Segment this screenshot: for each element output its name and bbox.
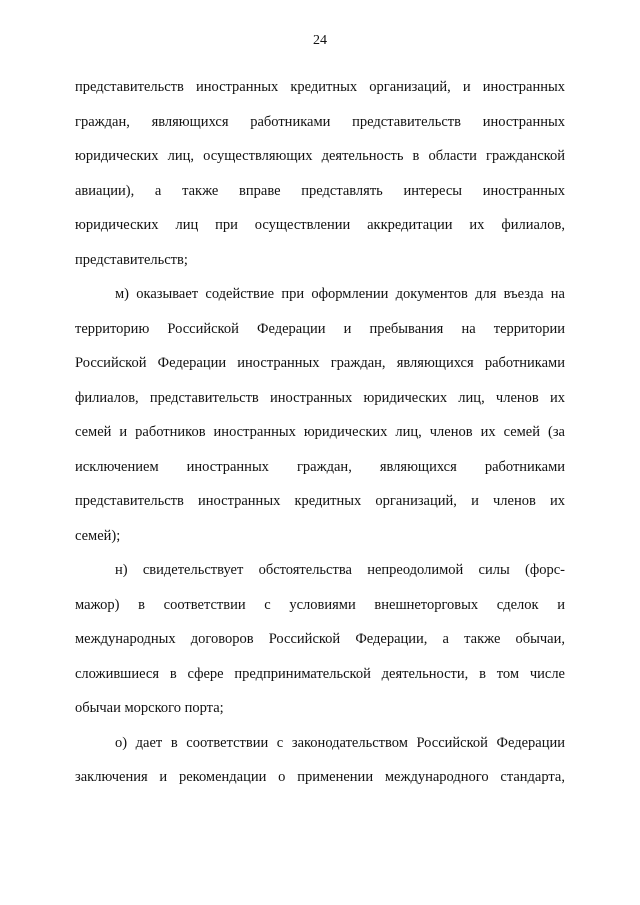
text-line: представительств;: [75, 251, 188, 268]
text-line: авиации), а также вправе представлять интересы иностранных: [75, 182, 565, 199]
text-line: граждан, являющихся работниками представительств иностранных: [75, 113, 565, 130]
text-line: юридических лиц, осуществляющих деятельность в области гражданской: [75, 148, 565, 164]
text-line: сложившиеся в сфере предпринимательской деятельности, в том числе: [75, 665, 565, 682]
paragraph-continuation: [75, 70, 565, 277]
text-line: представительств иностранных кредитных организаций, и членов их: [75, 493, 565, 509]
text-line: семей и работников иностранных юридических лиц, членов их семей (за: [75, 424, 565, 440]
text-line: юридических лиц при осуществлении аккредитации их филиалов,: [75, 217, 565, 233]
text-line: территорию Российской Федерации и пребывания на территории: [75, 320, 565, 337]
text-line: мажор) в соответствии с условиями внешнеторговых сделок и: [75, 596, 565, 613]
text-line: международных договоров Российской Федерации, а также обычаи,: [75, 631, 565, 647]
text-line: филиалов, представительств иностранных юридических лиц, членов их: [75, 389, 565, 406]
text-line: Российской Федерации иностранных граждан, являющихся работниками: [75, 355, 565, 371]
paragraph-item-o: [75, 726, 565, 795]
text-line: н) свидетельствует обстоятельства непреодолимой силы (форс-: [115, 562, 565, 578]
page-number: 24: [313, 33, 327, 48]
text-line: исключением иностранных граждан, являющихся работниками: [75, 458, 565, 475]
text-line: м) оказывает содействие при оформлении документов для въезда на: [115, 286, 565, 302]
text-line: заключения и рекомендации о применении международного стандарта,: [75, 769, 565, 785]
text-line: представительств иностранных кредитных организаций, и иностранных: [75, 79, 565, 95]
paragraph-item-m: [75, 277, 565, 553]
text-line: о) дает в соответствии с законодательством Российской Федерации: [115, 734, 565, 751]
text-line: обычаи морского порта;: [75, 700, 224, 716]
text-line: семей);: [75, 527, 121, 544]
paragraph-item-n: [75, 553, 565, 726]
document-body: [75, 70, 565, 795]
